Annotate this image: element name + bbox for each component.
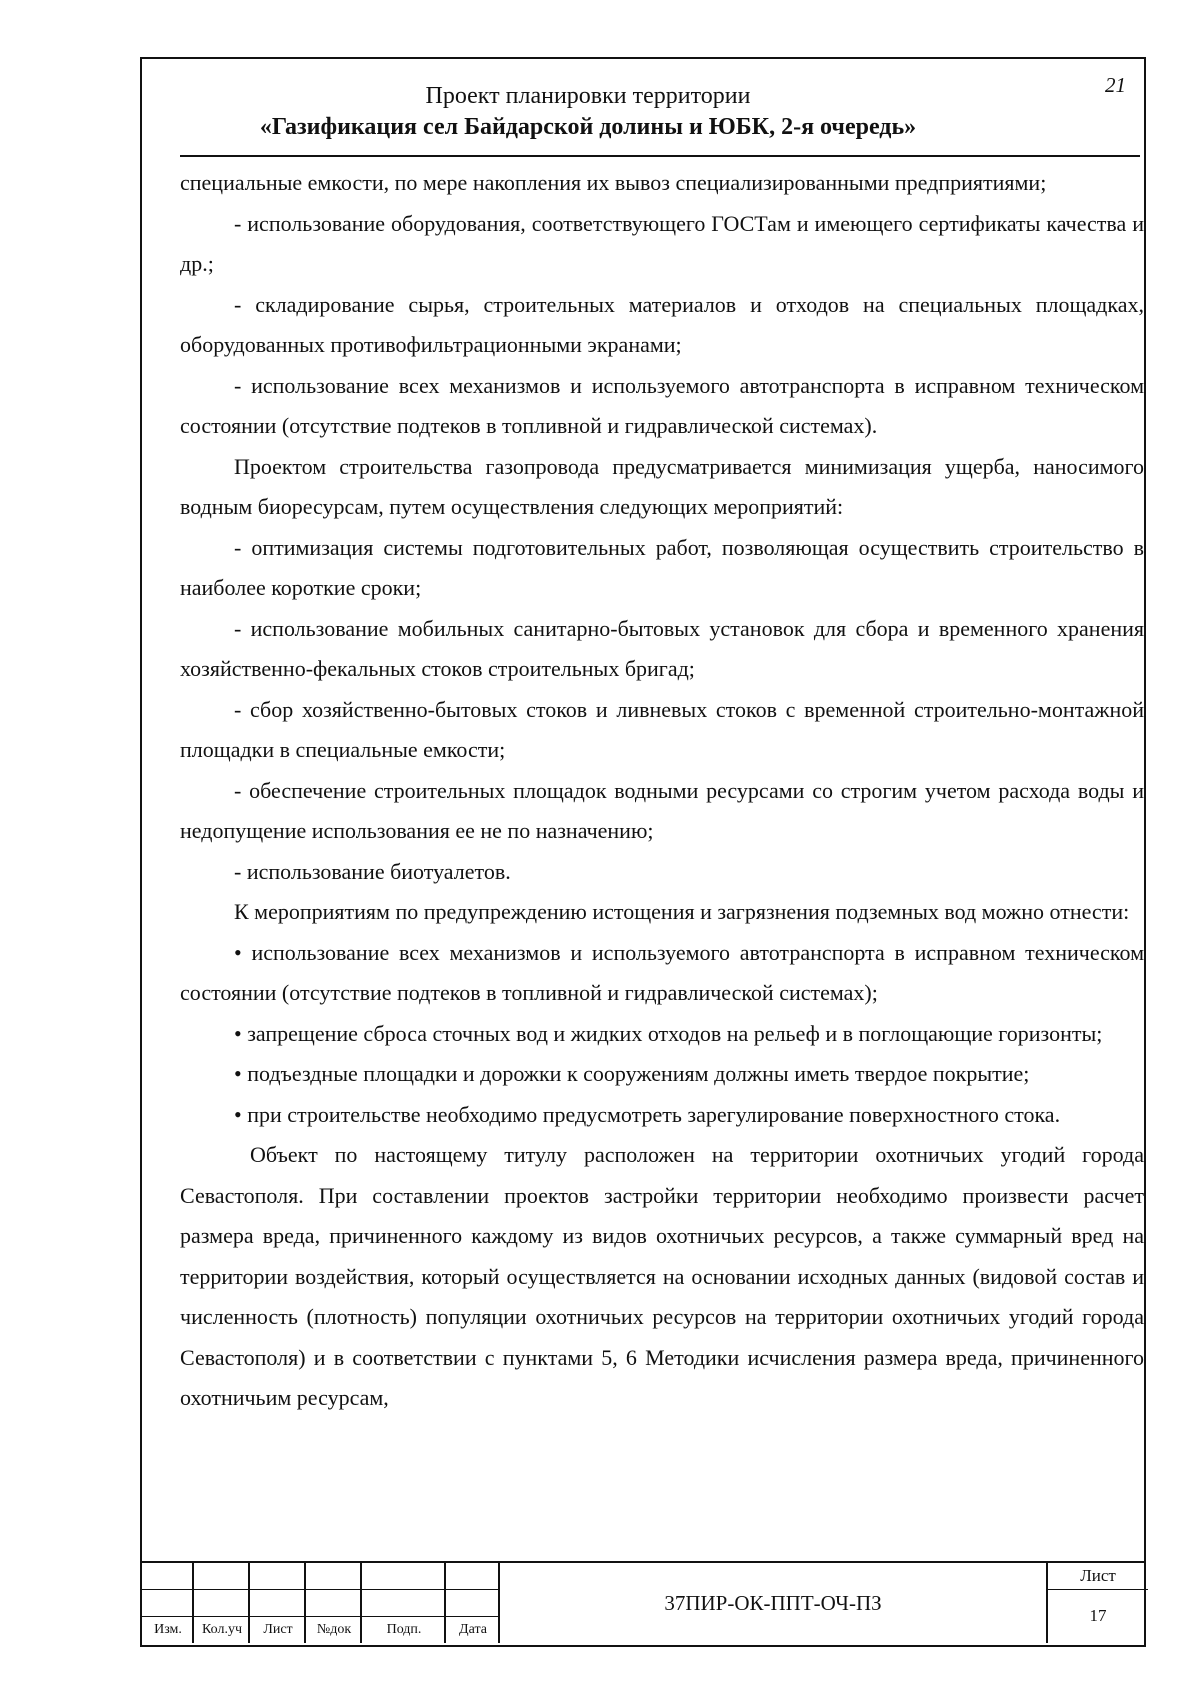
stamp-cell	[306, 1563, 362, 1590]
sheet-box	[1046, 1563, 1148, 1643]
header-title-line1: Проект планировки территории	[425, 83, 751, 109]
stamp-label-list: Лист	[263, 1622, 293, 1637]
stamp-label-izm: Изм.	[154, 1622, 182, 1637]
paragraph: К мероприятиям по предупреждению истощения и загрязнения подземных вод можно отнести:	[234, 899, 1130, 924]
document-body	[180, 163, 1144, 1419]
paragraph: - использование оборудования, соответствующего ГОСТам и имеющего сертификаты качества и др.;	[180, 210, 1144, 276]
paragraph: - оптимизация системы подготовительных работ, позволяющая осуществить строительство в наиболее короткие сроки;	[180, 534, 1144, 600]
stamp-label-data: Дата	[459, 1622, 487, 1637]
stamp-cell	[250, 1563, 306, 1590]
paragraph: - складирование сырья, строительных материалов и отходов на специальных площадках, оборудованных противофильтрационными экранами;	[180, 291, 1144, 357]
sheet-number: 17	[1089, 1606, 1107, 1625]
stamp-cell	[306, 1590, 362, 1617]
stamp-cell	[194, 1590, 250, 1617]
stamp-label-podp: Подп.	[386, 1622, 422, 1637]
paragraph: специальные емкости, по мере накопления их вывоз специализированными предприятиями;	[180, 170, 1047, 195]
paragraph: - использование всех механизмов и используемого автотранспорта в исправном техническом состоянии (отсутствие подтеков в топливной и гидравлической системах).	[180, 372, 1144, 438]
sheet-label: Лист	[1048, 1563, 1148, 1590]
stamp-cell	[194, 1563, 250, 1590]
paragraph: Объект по настоящему титулу расположен на территории охотничьих угодий города Севастополя. При составлении проектов застройки территории необходимо произвести расчет размера вреда, причиненного каждому из видов охотничьих ресурсов, а также суммарный вред на территории воздействия, который осуществляется на основании исходных данных (видовой состав и численность (плотность) популяции охотничьих ресурсов на территории охотничьих угодий города Севастополя) и в соответствии с пунктами 5, 6 Методики исчисления размера вреда, причиненного охотничьим ресурсам,	[180, 1142, 1144, 1410]
stamp-label-ndok: №док	[316, 1622, 352, 1637]
stamp-label-kol: Кол.уч	[202, 1622, 242, 1637]
document-code: 37ПИР-ОК-ППТ-ОЧ-ПЗ	[664, 1590, 882, 1615]
header-title-line2: «Газификация сел Байдарской долины и ЮБК, 2-я очередь»	[259, 114, 917, 140]
paragraph: - обеспечение строительных площадок водными ресурсами со строгим учетом расхода воды и недопущение использования ее не по назначению;	[180, 777, 1144, 843]
page-number: 21	[1105, 73, 1126, 97]
page-frame	[140, 57, 1146, 1647]
paragraph: - сбор хозяйственно-бытовых стоков и ливневых стоков с временной строительно-монтажной площадки в специальные емкости;	[180, 696, 1144, 762]
paragraph: - использование биотуалетов.	[234, 858, 511, 884]
paragraph: - использование мобильных санитарно-бытовых установок для сбора и временного хранения хозяйственно-фекальных стоков строительных бригад;	[180, 615, 1144, 681]
stamp-cell	[446, 1590, 500, 1617]
stamp-cell	[446, 1563, 500, 1590]
stamp-cell	[250, 1590, 306, 1617]
paragraph: • при строительстве необходимо предусмотреть зарегулирование поверхностного стока.	[234, 1101, 1061, 1127]
paragraph: Проектом строительства газопровода предусматривается минимизация ущерба, наносимого водным биоресурсам, путем осуществления следующих мероприятий:	[180, 453, 1144, 519]
stamp-cell	[362, 1590, 446, 1617]
paragraph: • использование всех механизмов и используемого автотранспорта в исправном техническом состоянии (отсутствие подтеков в топливной и гидравлической системах);	[180, 939, 1144, 1005]
stamp-cell	[142, 1590, 194, 1617]
stamp-cell	[142, 1563, 194, 1590]
paragraph: • запрещение сброса сточных вод и жидких отходов на рельеф и в поглощающие горизонты;	[234, 1020, 1103, 1046]
document-header	[182, 81, 994, 143]
header-divider	[180, 155, 1140, 157]
title-block	[142, 1561, 1146, 1645]
stamp-cell	[362, 1563, 446, 1590]
paragraph: • подъездные площадки и дорожки к сооружениям должны иметь твердое покрытие;	[234, 1061, 1030, 1086]
